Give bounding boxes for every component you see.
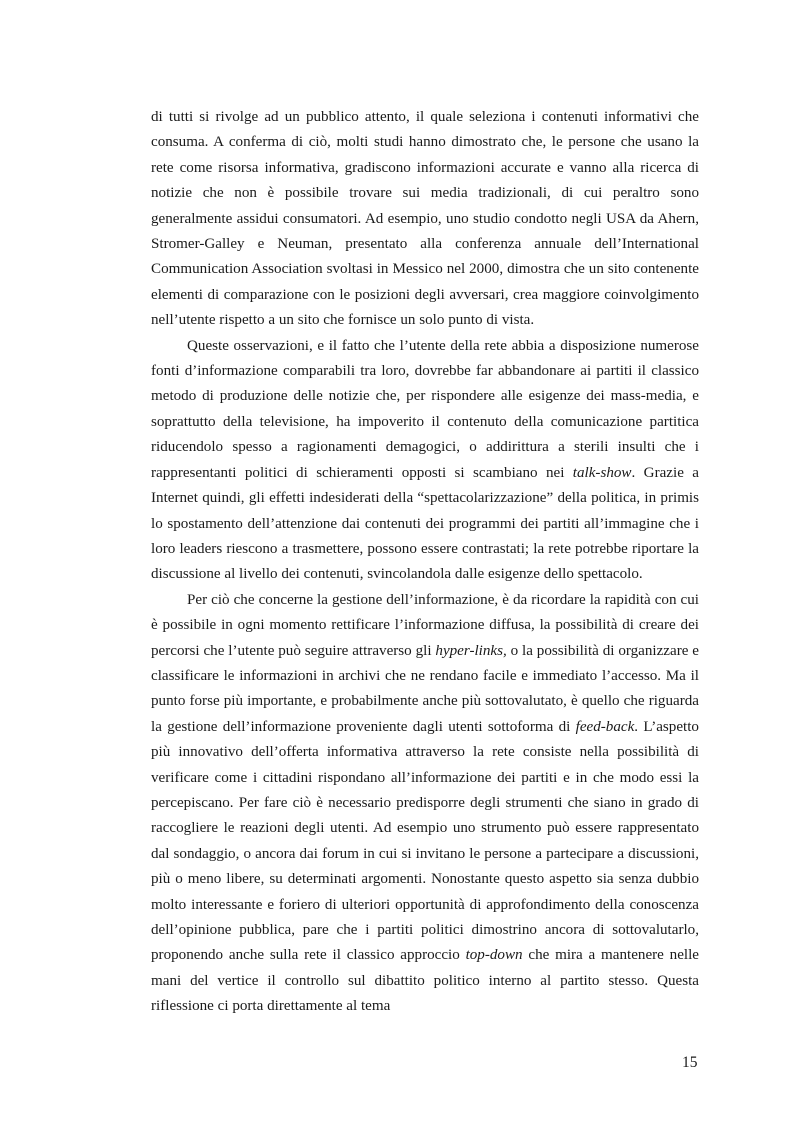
- paragraph-2-text-a: Queste osservazioni, e il fatto che l’utente della rete abbia a disposizione numerose fonti d’informazione comparabili tra loro, dovrebbe far abbandonare ai partiti il classico metodo di produzione delle notizie che, per rispondere alle esigenze dei mass-media, e soprattutto della televisione, ha impoverito il contenuto della comunicazione partitica riducendolo spesso a ragionamenti demagogici, o addirittura a sterili insulti che i rappresentanti politici di schieramenti opposti si scambiano nei: [151, 337, 699, 481]
- italic-term-top-down: top-down: [465, 947, 523, 964]
- paragraph-2: [151, 334, 699, 588]
- paragraph-1-text: di tutti si rivolge ad un pubblico attento, il quale seleziona i contenuti informativi che consuma. A conferma di ciò, molti studi hanno dimostrato che, le persone che usano la rete come risorsa informativa, gradiscono informazioni accurate e vanno alla ricerca di notizie che non è possibile trovare sui media tradizionali, di cui peraltro sono generalmente assidui consumatori. Ad esempio, uno studio condotto negli USA da Ahern, Stromer-Galley e Neuman, presentato alla conferenza annuale dell’International Communication Association svoltasi in Messico nel 2000, dimostra che un sito contenente elementi di comparazione con le posizioni degli avversari, crea maggiore coinvolgimento nell’utente rispetto a un sito che fornisce un solo punto di vista.: [151, 109, 699, 329]
- italic-term-talk-show: talk-show: [572, 464, 632, 481]
- paragraph-2-text-b: . Grazie a Internet quindi, gli effetti indesiderati della “spettacolarizzazione” della politica, in primis lo spostamento dell’attenzione dai contenuti dei programmi dei partiti all’immagine che i loro leaders riescono a trasmettere, possono essere contrastati; la rete potrebbe riportare la discussione al livello dei contenuti, svincolandola dalle esigenze dello spettacolo.: [151, 464, 699, 583]
- paragraph-3-text-d: che mira a mantenere nelle mani del vertice il controllo sul dibattito politico interno al partito stesso. Questa riflessione ci porta direttamente al tema: [151, 947, 699, 1015]
- paragraph-3-text-a: Per ciò che concerne la gestione dell’informazione, è da ricordare la rapidità con cui è possibile in ogni momento rettificare l’informazione diffusa, la possibilità di creare dei percorsi che l’utente può seguire attraverso gli: [151, 591, 699, 659]
- italic-term-hyper-links: hyper-links,: [435, 642, 507, 659]
- body-text: [151, 105, 699, 1020]
- paragraph-3-text-c: . L’aspetto più innovativo dell’offerta informativa attraverso la rete consiste nella possibilità di verificare come i cittadini rispondano all’informazione dei partiti e in che modo essi la percepiscano. Per fare ciò è necessario predisporre degli strumenti che siano in grado di raccogliere le reazioni degli utenti. Ad esempio uno strumento può essere rappresentato dal sondaggio, o ancora dai forum in cui si invitano le persone a partecipare a discussioni, più o meno libere, su determinati argomenti. Nonostante questo aspetto sia senza dubbio molto interessante e foriero di ulteriori opportunità di approfondimento della conoscenza dell’opinione pubblica, pare che i partiti politici dimostrino ancora di sottovalutarlo, proponendo anche sulla rete il classico approccio: [151, 718, 699, 964]
- paragraph-3-text-b: o la possibilità di organizzare e classificare le informazioni in archivi che ne rendano facile e immediato l’accesso. Ma il punto forse più importante, e probabilmente anche più sottovalutato, è quello che riguarda la gestione dell’informazione proveniente dagli utenti sottoforma di: [151, 642, 699, 735]
- paragraph-1: [151, 105, 699, 334]
- page-number: 15: [682, 1054, 698, 1071]
- italic-term-feed-back: feed-back: [575, 718, 635, 735]
- paragraph-3: [151, 588, 699, 1020]
